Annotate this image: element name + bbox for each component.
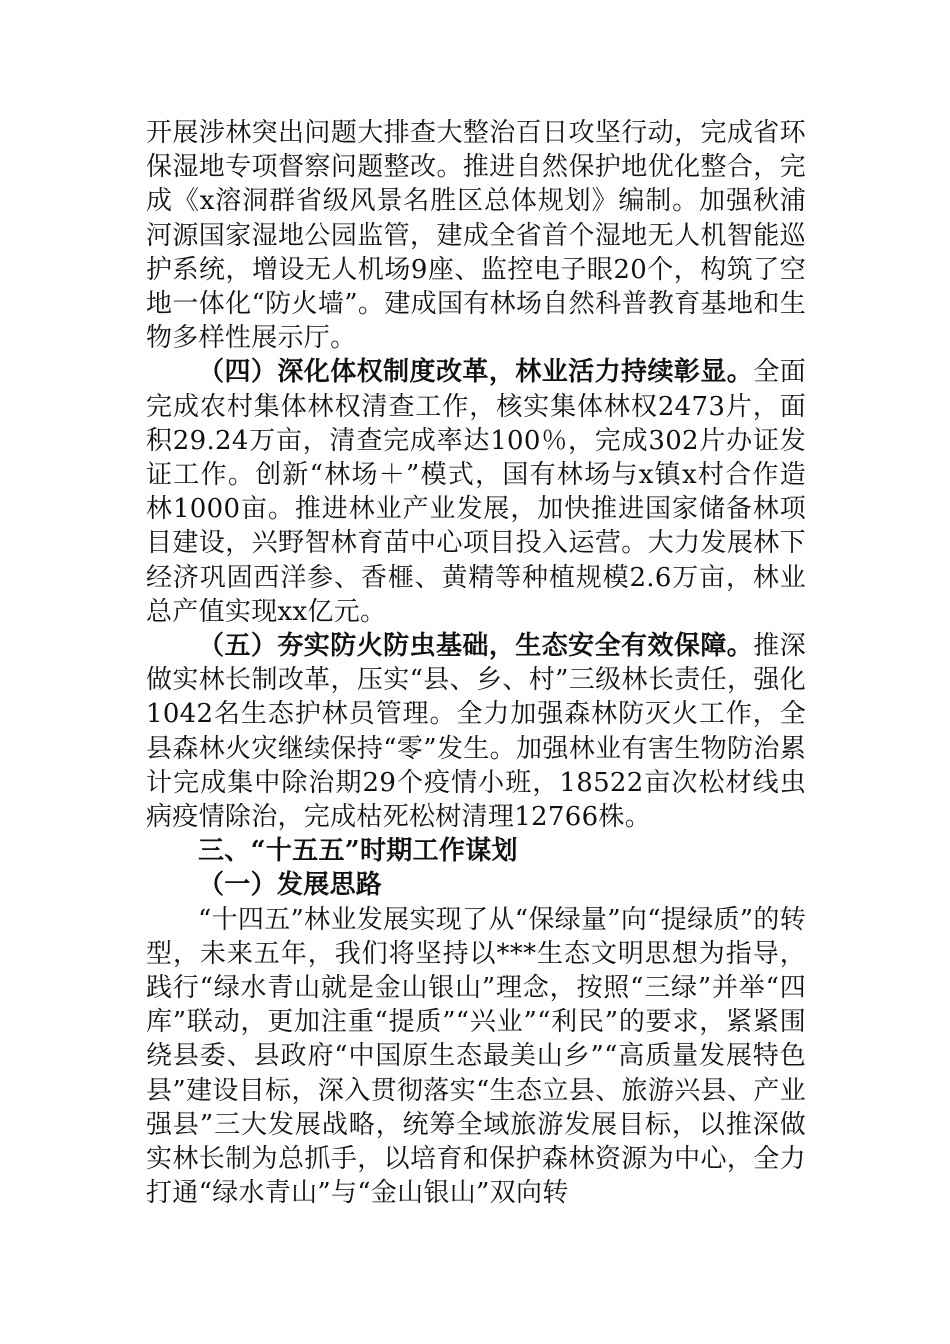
paragraph-fire-pest-prevention [146, 629, 806, 834]
paragraph-forest-protection: 开展涉林突出问题大排查大整治百日攻坚行动，完成省环保湿地专项督察问题整改。推进自然保护地优化整合，完成《x溶洞群省级风景名胜区总体规划》编制。加强秋浦河源国家湿地公园监管，建成全省首个湿地无人机智能巡护系统，增设无人机场9座、监控电子眼20个，构筑了空地一体化“防火墙”。建成国有林场自然科普教育基地和生物多样性展示厅。 [146, 118, 806, 354]
paragraph-lead-five: （五）夯实防火防虫基础，生态安全有效保障。 [198, 631, 754, 662]
paragraph-lead-four: （四）深化体权制度改革，林业活力持续彰显。 [198, 357, 754, 388]
subsection-heading-text: （一）发展思路 [198, 870, 383, 901]
section-heading: 三、“十五五”时期工作谋划 [198, 836, 518, 867]
subsection-heading [146, 868, 806, 902]
paragraph-forest-rights-reform [146, 355, 806, 629]
document-body [146, 116, 806, 1211]
paragraph-body-five: 推深做实林长制改革，压实“县、乡、村”三级林长责任，强化1042名生态护林员管理。全力加强森林防灭火工作，全县森林火灾继续保持“零”发生。加强林业有害生物防治累计完成集中除治期29个疫情小班，18522亩次松材线虫病疫情除治，完成枯死松树清理12766株。 [146, 631, 806, 833]
paragraph-body-four: 全面完成农村集体林权清查工作，核实集体林权2473片，面积29.24万亩，清查完成率达100％，完成302片办证发证工作。创新“林场＋”模式，国有林场与x镇x村合作造林1000亩。推进林业产业发展，加快推进国家储备林项目建设，兴野智林育苗中心项目投入运营。大力发展林下经济巩固西洋参、香榧、黄精等种植规模2.6万亩，林业总产值实现xx亿元。 [146, 357, 806, 627]
paragraph-development-ideas: “十四五”林业发展实现了从“保绿量”向“提绿质”的转型，未来五年，我们将坚持以***生态文明思想为指导，践行“绿水青山就是金山银山”理念，按照“三绿”并举“四库”联动，更加注重“提质”“兴业”“利民”的要求，紧紧围绕县委、县政府“中国原生态最美山乡”“高质量发展特色县”建设目标，深入贯彻落实“生态立县、旅游兴县、产业强县”三大发展战略，统筹全域旅游发展目标，以推深做实林长制为总抓手，以培育和保护森林资源为中心，全力打通“绿水青山”与“金山银山”双向转 [146, 904, 806, 1209]
